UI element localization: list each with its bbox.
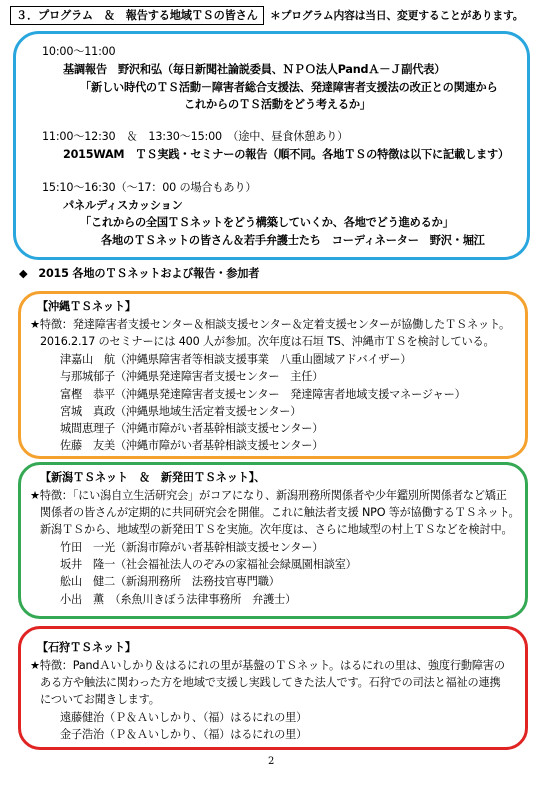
niigata-member: 坂井 隆一（社会福祉法人のぞみの家福祉会緑風園相談室） [60, 558, 357, 571]
program-time-2: 11:00～12:30 ＆ 13:30～15:00 （途中、昼食休憩あり） [42, 130, 349, 143]
niigata-feature-2: 関係者の皆さんが定期的に共同研究会を開催。これに触法者支援 NPO 等が協働するＴＳネット。 [40, 506, 520, 519]
program-time-3: 15:10～16:30（～17：00 の場合もあり） [42, 181, 257, 194]
schedule-note: ＊プログラム内容は当日、変更することがあります。 [270, 9, 524, 22]
keynote-title-2: これからのＴＳ活動をどう考えるか」 [184, 98, 371, 111]
okinawa-feature-1: ★特徴：発達障害者支援センター＆相談支援センター＆定着支援センターが協働したＴＳネット。 [30, 318, 510, 331]
niigata-title: 【新潟ＴＳネット ＆ 新発田ＴＳネット】、 [40, 471, 266, 484]
panel-discussion: パネルディスカッション [63, 199, 183, 212]
section-title: ３．プログラム ＆ 報告する地域ＴＳの皆さん [16, 9, 258, 22]
okinawa-member: 与那城郁子（沖縄県発達障害者支援センター 主任） [60, 370, 324, 383]
keynote-title-1: 「新しい時代のＴＳ活動－障害者総合支援法、発達障害者支援法の改正との関連から [80, 81, 498, 94]
program-time-1: 10:00～11:00 [42, 45, 116, 58]
ishikari-feature-1: ★特徴：PandＡいしかり＆はるにれの里が基盤のＴＳネット。はるにれの里は、強度行動障害の [30, 659, 505, 672]
okinawa-member: 佐藤 友美（沖縄市障がい者基幹相談支援センター） [60, 439, 324, 452]
ishikari-feature-2: ある方や触法に関わった方を地域で支援し実践してきた法人です。石狩での司法と福祉の連携 [40, 676, 501, 689]
section2-title: ◆ 2015 各地のＴＳネットおよび報告・参加者 [19, 267, 260, 280]
section-title-box [10, 6, 264, 25]
seminar-report-line: 2015WAM ＴＳ実践・セミナーの報告（順不同。各地ＴＳの特徴は以下に記載します） [63, 148, 509, 161]
ishikari-feature-3: についてお聞きします。 [40, 693, 160, 706]
okinawa-title: 【沖縄ＴＳネット】 [37, 300, 136, 313]
keynote-line: 基調報告 野沢和弘（毎日新聞社論説委員、ＮＰＯ法人PandＡ－Ｊ副代表） [63, 63, 446, 76]
niigata-member: 舩山 健二（新潟刑務所 法務技官専門職） [60, 575, 280, 588]
niigata-feature-1: ★特徴：「にい潟自立生活研究会」がコアになり、新潟刑務所関係者や少年鑑別所関係者など矯正 [30, 489, 507, 502]
niigata-member: 小出 薫 （糸魚川きぼう法律事務所 弁護士） [60, 593, 297, 606]
okinawa-member: 宮城 真政（沖縄県地域生活定着支援センター） [60, 405, 302, 418]
panel-theme: 「これからの全国ＴＳネットをどう構築していくか、各地でどう進めるか」 [80, 216, 454, 229]
ishikari-title: 【石狩ＴＳネット】 [37, 641, 136, 654]
page-number: 2 [268, 756, 275, 767]
niigata-feature-3: 新潟ＴＳから、地域型の新発田ＴＳを実施。次年度は、さらに地域型の村上ＴＳなどを検討中。 [40, 523, 513, 536]
okinawa-feature-2: 2016.2.17 のセミナーには 400 人が参加。次年度は石垣 TS、沖縄市ＴＳを検討している。 [40, 335, 495, 348]
niigata-member: 竹田 一光（新潟市障がい者基幹相談支援センター） [60, 541, 324, 554]
ishikari-member: 遠藤健治（Ｐ＆Ａいしかり、（福）はるにれの里） [60, 711, 308, 724]
okinawa-member: 城間恵理子（沖縄市障がい者基幹相談支援センター） [60, 422, 324, 435]
panel-participants: 各地のＴＳネットの皆さん＆若手弁護士たち コーディネーター 野沢・堀江 [101, 234, 485, 247]
okinawa-member: 富樫 恭平（沖縄県発達障害者支援センター 発達障害者地域支援マネージャー） [60, 388, 466, 401]
okinawa-member: 津嘉山 航（沖縄県障害者等相談支援事業 八重山圏域アドバイザー） [60, 353, 412, 366]
ishikari-member: 金子浩治（Ｐ＆Ａいしかり、（福）はるにれの里） [60, 728, 308, 741]
